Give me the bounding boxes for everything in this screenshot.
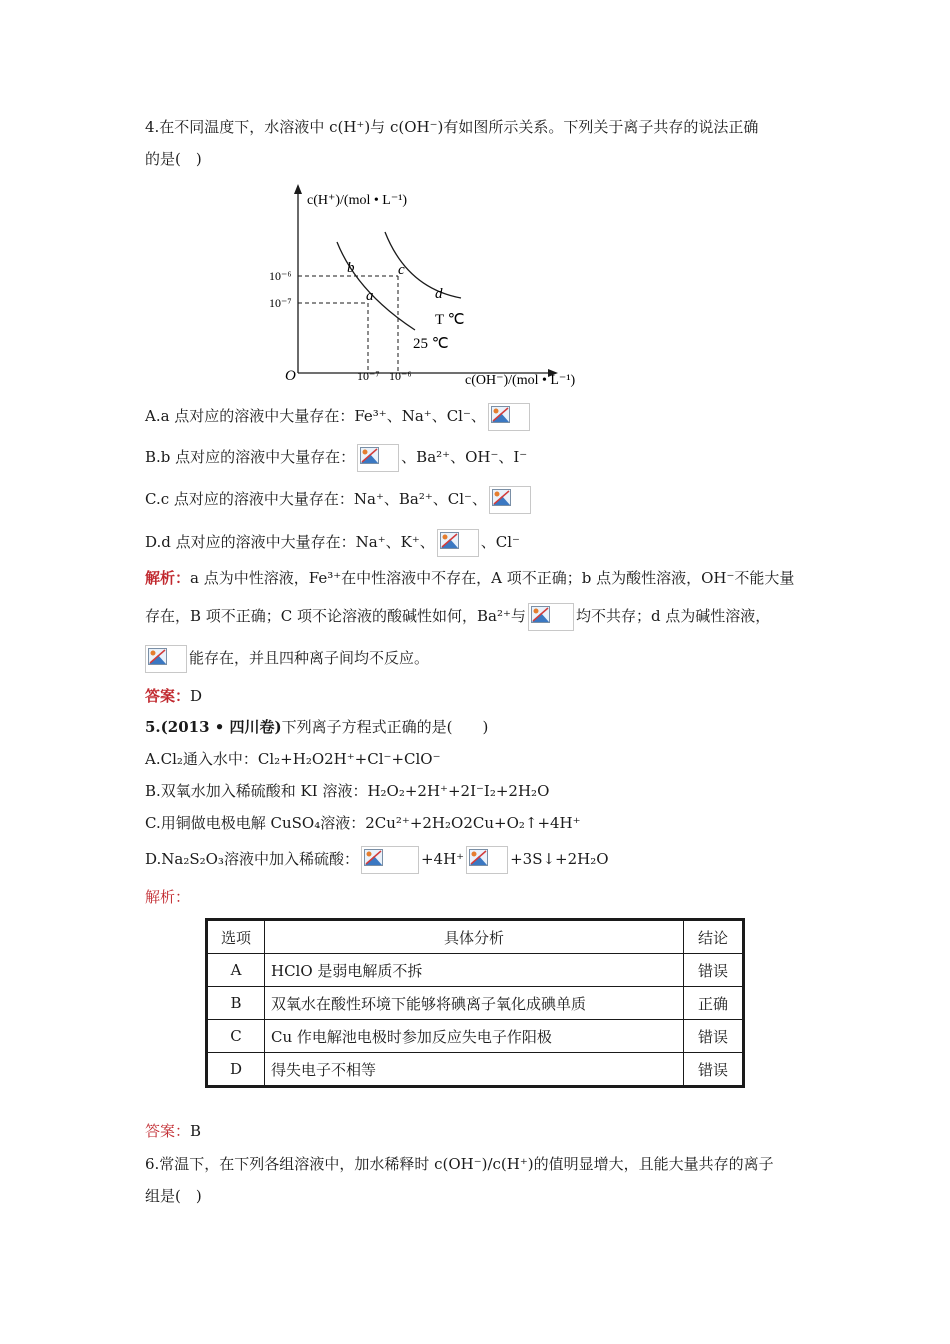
q5-stem	[145, 716, 488, 738]
q5-option-d-mid: +4H⁺	[420, 850, 465, 868]
graph-point-c: c	[398, 262, 405, 278]
broken-image-icon	[466, 846, 508, 874]
table-row	[207, 1020, 744, 1053]
q4-analysis-line3	[145, 645, 429, 673]
table-cell-option: A	[207, 954, 265, 987]
broken-image-icon	[357, 444, 399, 472]
table-row	[207, 1053, 744, 1087]
q4-option-d-post: 、Cl⁻	[480, 533, 520, 551]
q5-answer-value: B	[190, 1122, 202, 1140]
table-cell-result: 错误	[684, 1020, 744, 1053]
graph-y-label: c(H⁺)/(mol • L⁻¹)	[307, 193, 408, 208]
graph-point-d: d	[435, 286, 443, 302]
graph-point-a: a	[366, 288, 374, 304]
q4-option-a-text: A.a 点对应的溶液中大量存在：Fe³⁺、Na⁺、Cl⁻、	[145, 407, 486, 425]
q5-stem-text: 下列离子方程式正确的是( )	[281, 718, 489, 736]
q5-analysis-table	[205, 918, 745, 1088]
graph-y-tick-lo: 10⁻⁷	[269, 296, 292, 310]
q4-answer-value: D	[190, 687, 203, 705]
q4-analysis-line2	[145, 603, 770, 631]
q4-answer-label: 答案：	[145, 687, 191, 705]
q5-answer-label: 答案：	[145, 1122, 191, 1140]
q4-analysis-label: 解析：	[145, 569, 191, 587]
table-cell-analysis: Cu 作电解池电极时参加反应失电子作阳极	[265, 1020, 684, 1053]
table-cell-analysis: 得失电子不相等	[265, 1053, 684, 1087]
q5-stem-source: (2013 • 四川卷)	[160, 718, 282, 736]
graph-y-tick-hi: 10⁻⁶	[269, 269, 292, 283]
q4-analysis-text2-pre: 存在，B 项不正确；C 项不论溶液的酸碱性如何，Ba²⁺与	[145, 607, 526, 625]
q5-option-b: B.双氧水加入稀硫酸和 KI 溶液：H₂O₂+2H⁺+2I⁻I₂+2H₂O	[145, 782, 550, 800]
table-header-row	[207, 920, 744, 954]
table-header-analysis: 具体分析	[265, 920, 684, 954]
q4-option-c	[145, 486, 533, 514]
q4-analysis-text3: 能存在，并且四种离子间均不反应。	[189, 649, 430, 667]
table-row	[207, 954, 744, 987]
q4-option-a	[145, 403, 532, 431]
graph-x-label: c(OH⁻)/(mol • L⁻¹)	[465, 373, 576, 388]
table-cell-result: 错误	[684, 1053, 744, 1087]
broken-image-icon	[488, 403, 530, 431]
q4-stem-line2: 的是( )	[145, 150, 202, 168]
table-cell-result: 错误	[684, 954, 744, 987]
table-cell-option: B	[207, 987, 265, 1020]
table-cell-analysis: 双氧水在酸性环境下能够将碘离子氧化成碘单质	[265, 987, 684, 1020]
graph-curve-t: T ℃	[435, 312, 465, 328]
q5-option-a: A.Cl₂通入水中：Cl₂+H₂O2H⁺+Cl⁻+ClO⁻	[145, 750, 441, 768]
q4-analysis-line1	[145, 567, 794, 589]
table-cell-option: D	[207, 1053, 265, 1087]
table-cell-result: 正确	[684, 987, 744, 1020]
q4-option-b-pre: B.b 点对应的溶液中大量存在：	[145, 448, 356, 466]
q4-option-d-pre: D.d 点对应的溶液中大量存在：Na⁺、K⁺、	[145, 533, 435, 551]
broken-image-icon	[528, 603, 574, 631]
q4-analysis-text1: a 点为中性溶液，Fe³⁺在中性溶液中不存在，A 项不正确；b 点为酸性溶液，OH⁻不能大量	[190, 569, 795, 587]
graph-origin: O	[285, 368, 296, 384]
table-cell-option: C	[207, 1020, 265, 1053]
table-row	[207, 987, 744, 1020]
q4-stem-line1: 4.在不同温度下，水溶液中 c(H⁺)与 c(OH⁻)有如图所示关系。下列关于离子共存的说法正确	[145, 118, 759, 136]
graph-curve-25: 25 ℃	[413, 336, 449, 352]
graph-x-tick-hi: 10⁻⁶	[389, 369, 412, 383]
q4-option-c-text: C.c 点对应的溶液中大量存在：Na⁺、Ba²⁺、Cl⁻、	[145, 490, 487, 508]
q5-option-d-pre: D.Na₂S₂O₃溶液中加入稀硫酸：	[145, 850, 359, 868]
q5-analysis-label: 解析：	[145, 888, 191, 906]
graph-x-tick-lo: 10⁻⁷	[357, 369, 380, 383]
q4-graph	[265, 180, 610, 390]
broken-image-icon	[361, 846, 419, 874]
q6-stem-line1: 6.常温下，在下列各组溶液中，加水稀释时 c(OH⁻)/c(H⁺)的值明显增大，且能大量共存的离子	[145, 1155, 774, 1173]
q6-stem-line2: 组是( )	[145, 1187, 202, 1205]
q4-option-b-post: 、Ba²⁺、OH⁻、I⁻	[401, 448, 528, 466]
q5-option-c: C.用铜做电极电解 CuSO₄溶液：2Cu²⁺+2H₂O2Cu+O₂↑+4H⁺	[145, 814, 581, 832]
table-header-result: 结论	[684, 920, 744, 954]
q4-analysis-text2-post: 均不共存；d 点为碱性溶液，	[575, 607, 771, 625]
q4-option-d	[145, 529, 520, 557]
table-header-option: 选项	[207, 920, 265, 954]
broken-image-icon	[437, 529, 479, 557]
q4-answer	[145, 685, 202, 707]
table-cell-analysis: HClO 是弱电解质不拆	[265, 954, 684, 987]
q5-option-d	[145, 846, 609, 874]
graph-point-b: b	[347, 260, 355, 276]
broken-image-icon	[145, 645, 187, 673]
q4-option-b	[145, 444, 527, 472]
q5-answer	[145, 1120, 201, 1142]
q5-stem-num: 5.	[145, 718, 161, 736]
broken-image-icon	[489, 486, 531, 514]
q5-option-d-post: +3S↓+2H₂O	[510, 850, 609, 868]
